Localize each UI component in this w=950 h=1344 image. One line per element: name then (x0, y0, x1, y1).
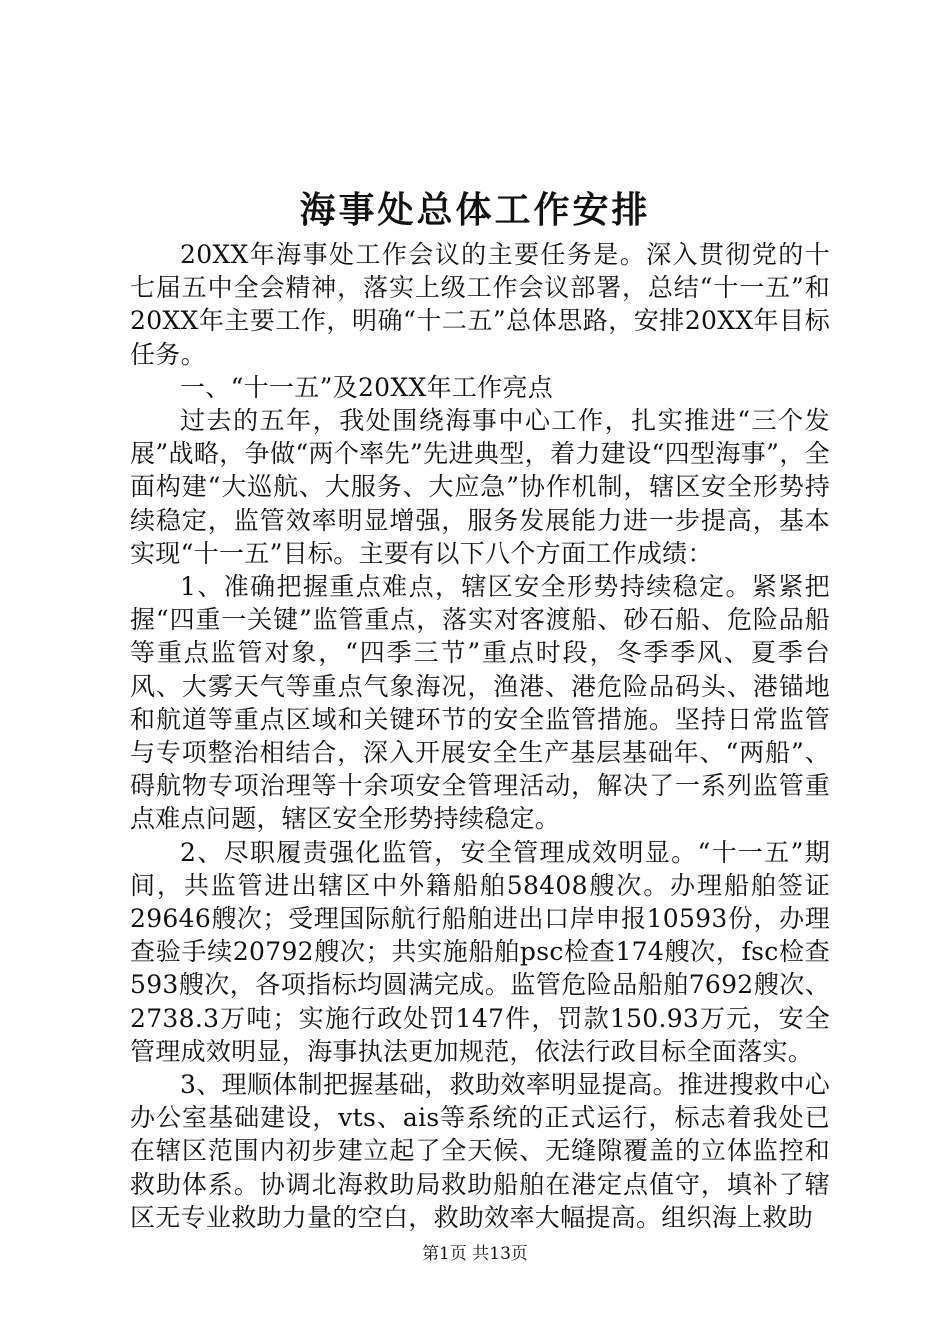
page-footer: 第1页 共13页 (422, 1244, 528, 1264)
document-title: 海事处总体工作安排 (299, 189, 651, 231)
document-body (130, 238, 830, 1234)
paragraph-item-1: 1、准确把握重点难点，辖区安全形势持续稳定。紧紧把握“四重一关键”监管重点，落实对客渡船、砂石船、危险品船等重点监管对象，“四季三节”重点时段，冬季季风、夏季台风、大雾天气等重点气象海况，渔港、港危险品码头、港锚地和航道等重点区域和关键环节的安全监管措施。坚持日常监管与专项整治相结合，深入开展安全生产基层基础年、“两船”、碍航物专项治理等十余项安全管理活动，解决了一系列监管重点难点问题，辖区安全形势持续稳定。 (130, 572, 830, 834)
paragraph-item-3: 3、理顺体制把握基础，救助效率明显提高。推进搜救中心办公室基础建设，vts、ais等系统的正式运行，标志着我处已在辖区范围内初步建立起了全天候、无缝隙覆盖的立体监控和救助体系。协调北海救助局救助船舶在港定点值守，填补了辖区无专业救助力量的空白，救助效率大幅提高。组织海上救助 (130, 1070, 830, 1232)
section-heading: 一、“十一五”及20XX年工作亮点 (180, 372, 554, 402)
paragraph-intro: 20XX年海事处工作会议的主要任务是。深入贯彻党的十七届五中全会精神，落实上级工作会议部署，总结“十一五”和20XX年主要工作，明确“十二五”总体思路，安排20XX年目标任务。 (130, 240, 830, 369)
paragraph-overview: 过去的五年，我处围绕海事中心工作，扎实推进“三个发展”战略，争做“两个率先”先进典型，着力建设“四型海事”，全面构建“大巡航、大服务、大应急”协作机制，辖区安全形势持续稳定，监管效率明显增强，服务发展能力进一步提高，基本实现“十一五”目标。主要有以下八个方面工作成绩： (130, 406, 830, 568)
paragraph-item-2: 2、尽职履责强化监管，安全管理成效明显。“十一五”期间，共监管进出辖区中外籍船舶58408艘次。办理船舶签证29646艘次；受理国际航行船舶进出口岸申报10593份，办理查验手续20792艘次；共实施船舶psc检查174艘次，fsc检查593艘次，各项指标均圆满完成。监管危险品船舶7692艘次、2738.3万吨；实施行政处罚147件，罚款150.93万元，安全管理成效明显，海事执法更加规范，依法行政目标全面落实。 (130, 837, 830, 1066)
